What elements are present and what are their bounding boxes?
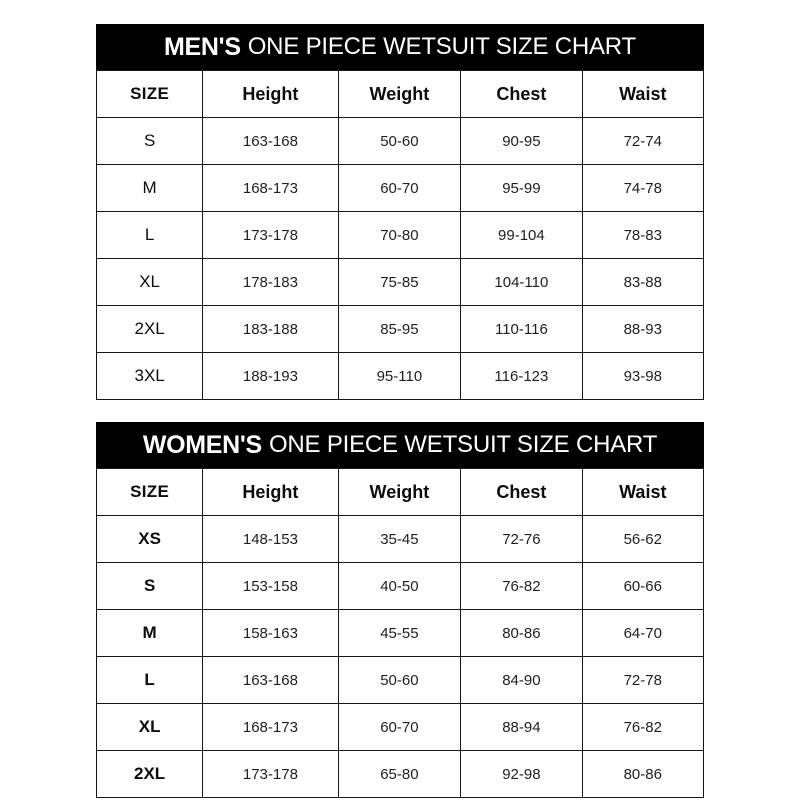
cell-waist: 80-86 xyxy=(582,751,703,798)
table-row xyxy=(97,610,704,657)
cell-weight: 40-50 xyxy=(338,563,461,610)
cell-size: S xyxy=(97,118,203,165)
cell-waist: 60-66 xyxy=(582,563,703,610)
cell-weight: 70-80 xyxy=(338,212,461,259)
cell-height: 153-158 xyxy=(203,563,338,610)
cell-waist: 76-82 xyxy=(582,704,703,751)
table-row xyxy=(97,516,704,563)
cell-waist: 72-74 xyxy=(582,118,703,165)
column-header-height: Height xyxy=(203,469,338,516)
table-row xyxy=(97,212,704,259)
cell-size: L xyxy=(97,212,203,259)
table-row xyxy=(97,704,704,751)
table-row xyxy=(97,563,704,610)
mens-size-table xyxy=(96,70,704,400)
womens-chart-title-banner xyxy=(96,422,704,468)
cell-size: 3XL xyxy=(97,353,203,400)
table-header-row xyxy=(97,71,704,118)
mens-chart-title-rest: ONE PIECE WETSUIT SIZE CHART xyxy=(247,33,636,60)
cell-weight: 60-70 xyxy=(338,165,461,212)
cell-chest: 84-90 xyxy=(461,657,582,704)
cell-height: 158-163 xyxy=(203,610,338,657)
cell-size: L xyxy=(97,657,203,704)
cell-weight: 60-70 xyxy=(338,704,461,751)
cell-size: XS xyxy=(97,516,203,563)
cell-chest: 76-82 xyxy=(461,563,582,610)
cell-size: XL xyxy=(97,704,203,751)
womens-size-chart xyxy=(96,422,704,798)
cell-weight: 50-60 xyxy=(338,118,461,165)
womens-chart-title-rest: ONE PIECE WETSUIT SIZE CHART xyxy=(268,431,658,458)
cell-height: 173-178 xyxy=(203,212,338,259)
column-header-size: SIZE xyxy=(97,71,203,118)
cell-height: 168-173 xyxy=(203,704,338,751)
mens-size-chart xyxy=(96,24,704,400)
womens-chart-title-strong: WOMEN'S xyxy=(142,430,262,459)
cell-height: 148-153 xyxy=(203,516,338,563)
cell-chest: 110-116 xyxy=(461,306,582,353)
cell-weight: 35-45 xyxy=(338,516,461,563)
cell-chest: 95-99 xyxy=(461,165,582,212)
cell-weight: 50-60 xyxy=(338,657,461,704)
column-header-chest: Chest xyxy=(461,469,582,516)
table-row xyxy=(97,118,704,165)
cell-size: S xyxy=(97,563,203,610)
cell-size: 2XL xyxy=(97,751,203,798)
cell-chest: 90-95 xyxy=(461,118,582,165)
cell-height: 168-173 xyxy=(203,165,338,212)
column-header-size: SIZE xyxy=(97,469,203,516)
cell-size: XL xyxy=(97,259,203,306)
column-header-weight: Weight xyxy=(338,71,461,118)
cell-chest: 72-76 xyxy=(461,516,582,563)
cell-chest: 80-86 xyxy=(461,610,582,657)
table-row xyxy=(97,353,704,400)
cell-weight: 45-55 xyxy=(338,610,461,657)
mens-chart-title-strong: MEN'S xyxy=(164,32,241,61)
mens-chart-title-banner xyxy=(96,24,704,70)
cell-size: 2XL xyxy=(97,306,203,353)
column-header-height: Height xyxy=(203,71,338,118)
column-header-chest: Chest xyxy=(461,71,582,118)
cell-waist: 78-83 xyxy=(582,212,703,259)
column-header-weight: Weight xyxy=(338,469,461,516)
cell-height: 188-193 xyxy=(203,353,338,400)
cell-waist: 93-98 xyxy=(582,353,703,400)
column-header-waist: Waist xyxy=(582,71,703,118)
cell-height: 163-168 xyxy=(203,657,338,704)
cell-waist: 64-70 xyxy=(582,610,703,657)
cell-chest: 88-94 xyxy=(461,704,582,751)
column-header-waist: Waist xyxy=(582,469,703,516)
cell-chest: 99-104 xyxy=(461,212,582,259)
cell-weight: 85-95 xyxy=(338,306,461,353)
cell-weight: 75-85 xyxy=(338,259,461,306)
cell-height: 178-183 xyxy=(203,259,338,306)
cell-height: 183-188 xyxy=(203,306,338,353)
cell-weight: 95-110 xyxy=(338,353,461,400)
table-row xyxy=(97,657,704,704)
cell-chest: 116-123 xyxy=(461,353,582,400)
table-row xyxy=(97,751,704,798)
cell-chest: 104-110 xyxy=(461,259,582,306)
table-row xyxy=(97,165,704,212)
cell-waist: 72-78 xyxy=(582,657,703,704)
cell-waist: 74-78 xyxy=(582,165,703,212)
cell-weight: 65-80 xyxy=(338,751,461,798)
cell-chest: 92-98 xyxy=(461,751,582,798)
table-row xyxy=(97,259,704,306)
table-header-row xyxy=(97,469,704,516)
cell-waist: 56-62 xyxy=(582,516,703,563)
cell-waist: 83-88 xyxy=(582,259,703,306)
cell-height: 173-178 xyxy=(203,751,338,798)
cell-height: 163-168 xyxy=(203,118,338,165)
cell-size: M xyxy=(97,165,203,212)
cell-size: M xyxy=(97,610,203,657)
womens-size-table xyxy=(96,468,704,798)
table-row xyxy=(97,306,704,353)
cell-waist: 88-93 xyxy=(582,306,703,353)
